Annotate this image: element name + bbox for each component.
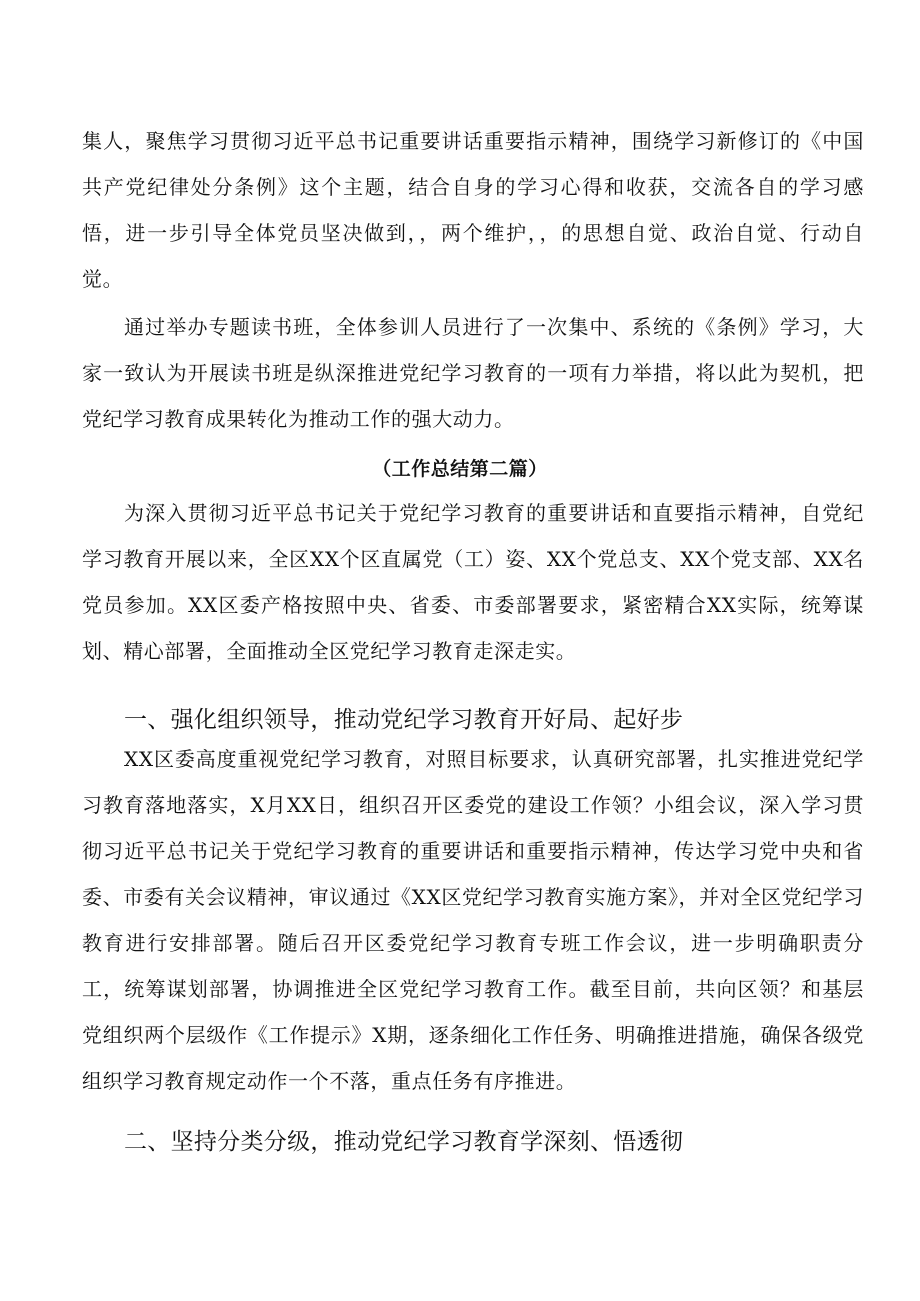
paragraph-continued: 集人，聚焦学习贯彻习近平总书记重要讲话重要指示精神，围绕学习新修订的《中国共产党纪律处分条例》这个主题，结合自身的学习心得和收获，交流各自的学习感悟，进一步引导全体党员坚决做到，，两个维护，，的思想自觉、政治自觉、行动自觉。 xyxy=(82,129,864,291)
section-title: （工作总结第二篇） xyxy=(372,458,548,480)
heading-one: 一、强化组织领导，推动党纪学习教育开好局、起好步 xyxy=(124,707,684,733)
heading-two: 二、坚持分类分级，推动党纪学习教育学深刻、悟透彻 xyxy=(124,1129,684,1155)
paragraph-intro: 为深入贯彻习近平总书记关于党纪学习教育的重要讲话和直要指示精神，自党纪学习教育开展以来，全区XX个区直属党（工）姿、XX个党总支、XX个党支部、XX名党员参加。XX区委产格按照中央、省委、市委部署要求，紧密精合XX实际，统筹谋划、精心部署，全面推动全区党纪学习教育走深走实。 xyxy=(82,501,864,663)
paragraph-leadership: XX区委高度重视党纪学习教育，对照目标要求，认真研究部署，扎实推进党纪学习教育落地落实，X月XX日，组织召开区委党的建设工作领？小组会议，深入学习贯彻习近平总书记关于党纪学习教育的重要讲话和重要指示精神，传达学习党中央和省委、市委有关会议精神，审议通过《XX区党纪学习教育实施方案》，并对全区党纪学习教育进行安排部署。随后召开区委党纪学习教育专班工作会议，进一步明确职责分工，统筹谋划部署，协调推进全区党纪学习教育工作。截至目前，共向区领？和基层党组织两个层级作《工作提示》X期，逐条细化工作任务、明确推进措施，确保各级党组织学习教育规定动作一个不落，重点任务有序推进。 xyxy=(82,747,864,1093)
paragraph-reading-class: 通过举办专题读书班，全体参训人员进行了一次集中、系统的《条例》学习，大家一致认为开展读书班是纵深推进党纪学习教育的一项有力举措，将以此为契机，把党纪学习教育成果转化为推动工作的强大动力。 xyxy=(82,315,864,431)
